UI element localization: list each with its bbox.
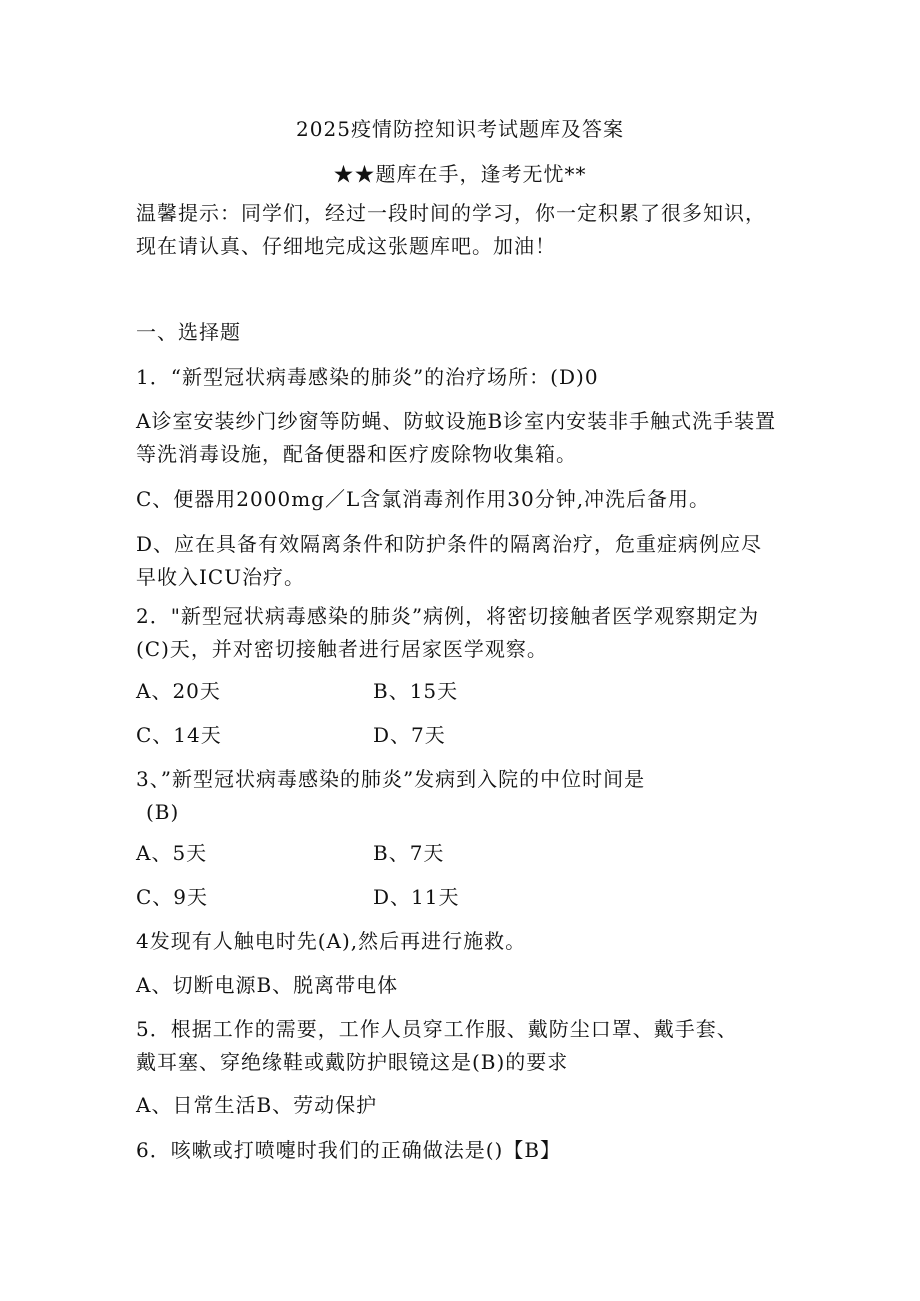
stem-line: 戴耳塞、穿绝缘鞋或戴防护眼镜这是(B)的要求: [136, 1050, 569, 1074]
option-c: C、9天: [136, 885, 209, 909]
option-d: D、7天: [373, 723, 446, 747]
stem-line: 5．根据工作的需要，工作人员穿工作服、戴防尘口罩、戴手套、: [136, 1017, 738, 1041]
question-3-options-row-2: [136, 881, 796, 914]
option-a: A、20天: [136, 679, 221, 703]
question-2-options-row-2: [136, 719, 796, 752]
option-text: A诊室安装纱门纱窗等防蝇、防蚊设施B诊室内安装非手触式洗手装置: [136, 409, 777, 433]
stem-line: (B): [146, 800, 180, 824]
stem-line: 3、”新型冠状病毒感染的肺炎”发病到入院的中位时间是: [136, 767, 646, 791]
stem-line: 2．"新型冠状病毒感染的肺炎”病例，将密切接触者医学观察期定为: [136, 604, 760, 628]
question-1-option-d: [136, 528, 796, 594]
document-title: 2025疫情防控知识考试题库及答案: [296, 117, 624, 141]
option-text: D、应在具备有效隔离条件和防护条件的隔离治疗，危重症病例应尽: [136, 532, 763, 556]
tip-line: 温馨提示：同学们，经过一段时间的学习，你一定积累了很多知识，: [136, 201, 766, 225]
question-6-stem: 6．咳嗽或打喷嚏时我们的正确做法是()【B】: [136, 1138, 562, 1162]
question-1-stem: 1．“新型冠状病毒感染的肺炎”的治疗场所：(D)0: [136, 365, 599, 389]
option-b: B、15天: [373, 679, 459, 703]
option-a: A、5天: [136, 841, 208, 865]
option-text: 早收入ICU治疗。: [136, 565, 306, 589]
question-3-stem: [136, 763, 796, 829]
option-b: B、7天: [373, 841, 445, 865]
option-c: C、14天: [136, 723, 222, 747]
question-5-stem: [136, 1013, 796, 1079]
option-d: D、11天: [373, 885, 460, 909]
question-4-stem: 4发现有人触电时先(A),然后再进行施救。: [136, 929, 527, 953]
question-2-stem: [136, 600, 796, 666]
question-1-option-ab: [136, 405, 796, 471]
question-3-options-row-1: [136, 837, 796, 870]
option-text: 等洗消毒设施，配备便器和医疗废除物收集箱。: [136, 442, 577, 466]
section-heading: 一、选择题: [136, 320, 241, 344]
question-5-options: A、日常生活B、劳动保护: [136, 1093, 378, 1117]
tip-paragraph: [136, 197, 796, 263]
question-1-option-c: C、便器用2000mg／L含氯消毒剂作用30分钟,冲洗后备用。: [136, 487, 711, 511]
question-4-options: A、切断电源B、脱离带电体: [136, 973, 399, 997]
question-2-options-row-1: [136, 675, 796, 708]
tip-line: 现在请认真、仔细地完成这张题库吧。加油！: [136, 234, 556, 258]
document-subtitle: ★★题库在手，逢考无忧**: [333, 162, 587, 186]
stem-line: (C)天，并对密切接触者进行居家医学观察。: [136, 637, 548, 661]
